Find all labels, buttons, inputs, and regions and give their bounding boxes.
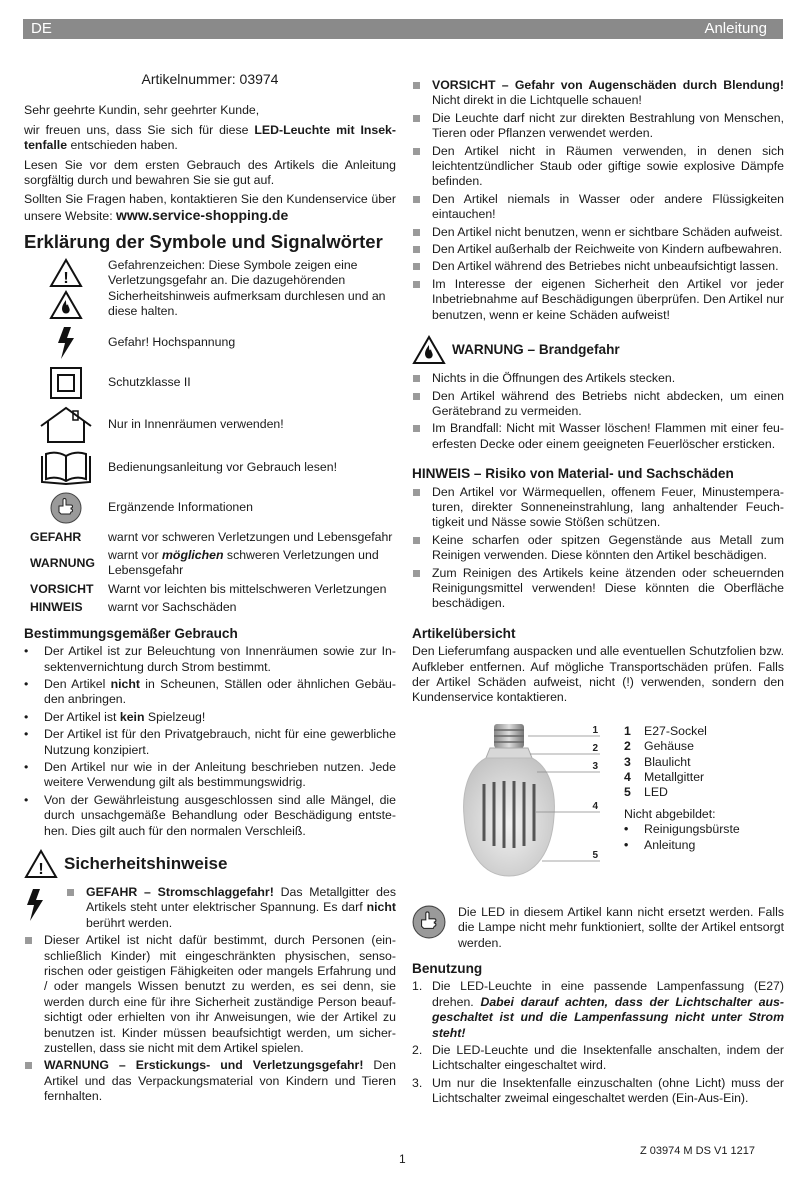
parts-overview [412,716,784,881]
list-item [412,485,784,531]
list-item-text: Zum Reinigen des Artikels keine ätzenden oder scheuernden Reinigungsmittel verwenden! Diese könnten die Oberfläche beschädigen. [432,565,784,611]
list-item-text: berührt werden. [86,915,173,930]
info-hand-icon [50,492,82,524]
list-item: • Reinigungsbürste [624,822,740,837]
symbol-row-manual [24,450,396,486]
symbol-row-info [24,492,396,524]
language-label: DE [31,20,52,37]
list-item-text: Der Artikel ist [44,709,120,724]
overview-text: Den Lieferumfang auspacken und alle eventuellen Schutzfolien bzw. Aufkleber entfernen. Auf mögliche Transportschäden prüfen. Falls der Artikel Schäden aufweist, nicht (!) verwenden, sondern den Kundenservice kontaktieren. [412,644,784,705]
indoor-symbol-text: Nur in Innenräumen verwenden! [108,416,284,431]
danger-symbol-text: Gefahrenzeichen: Diese Symbole zeigen eine Verletzungsgefahr an. Die dazugehörenden Sicherheitshinweis aufmerksam durchlesen und an diese halten. [108,257,386,319]
indoor-house-icon [39,406,93,444]
list-item [412,566,784,612]
safety-heading: Sicherheitshinweise [64,854,228,874]
list-item-bold: nicht [366,900,396,915]
list-item [412,225,784,240]
term-hinweis [24,600,396,615]
fire-warning-icon [49,290,83,320]
note-heading: HINWEIS – Risiko von Material- und Sachschäden [412,466,734,482]
list-item-text: Nichts in die Öffnungen des Artikels stecken. [432,371,676,386]
step-number: 3. [412,1075,423,1090]
list-item-bold: kein [119,709,145,724]
part-name: LED [644,785,668,800]
list-item [624,755,740,770]
warning-triangle-icon [49,258,83,288]
list-item [624,770,740,785]
part-number: 5 [624,785,631,800]
list-item-text: Den Artikel vor Wärmequellen, offenem Feuer, Minustemperaturen, direkter Sonneneinstrahlung, lang anhaltender Feuchtigkeit und Nässe sowie Stößen schützen. [432,484,784,530]
svg-text:!: ! [38,860,44,878]
list-item-text: Die LED-Leuchte in eine passende Lampenfassung (E27) drehen. [432,979,784,1009]
term-gefahr [24,530,396,545]
part-name: E27-Sockel [644,723,707,738]
not-shown-label: Nicht abgebildet: [624,806,716,821]
document-code: Z 03974 M DS V1 1217 [640,1145,755,1157]
part-number: 4 [624,770,631,785]
list-item [412,389,784,420]
fire-heading-row [412,335,784,365]
list-item-text: Keine scharfen oder spitzen Gegenstände aus Metall zum Reinigen verwenden. Diese könnten den Artikel beschädigen. [432,532,784,563]
term-value-c: schweren Verletzungen und Lebensgefahr [108,548,379,578]
list-item-text: in Scheunen, Ställen oder ähnlichen Gebäuden anbringen. [44,676,396,707]
list-item: • Von der Gewährleistung ausgeschlossen sind alle Mängel, die durch unsachgemäße Behandlung oder Beschädigung entstehen. Dies gilt auch für den normalen Verschleiß. [24,792,396,838]
part-number: 3 [624,754,631,769]
usage-heading: Benutzung [412,961,483,977]
info-note-text: Die LED in diesem Artikel kann nicht ersetzt werden. Falls die Lampe nicht mehr funktioniert, sollte der Artikel entsorgt werden. [458,904,784,950]
list-item [624,739,740,754]
list-item [412,533,784,564]
callout-5: 5 [592,849,598,861]
symbol-row-indoor [24,406,396,444]
list-item: • Der Artikel ist kein Spielzeug! [24,709,206,724]
info-note [412,905,784,951]
symbol-row-voltage [24,326,396,360]
caution-list [412,78,784,323]
part-name: Blaulicht [644,754,691,769]
list-item-text: Nicht direkt in die Lichtquelle schauen! [432,93,642,108]
website-link[interactable]: www.service-shopping.de [116,206,289,223]
term-value: Warnt vor leichten bis mittelschweren Verletzungen [108,581,387,596]
manual-symbol-text: Bedienungsanleitung vor Gebrauch lesen! [108,459,338,474]
intended-use-list [24,644,396,839]
fire-heading: WARNUNG – Brandgefahr [452,342,620,358]
right-column [412,78,784,1109]
contact-text: Sollten Sie Fragen haben, kontaktieren Sie den Kundenservice über unsere Website: [24,192,396,223]
warning-triangle-icon [24,849,58,879]
list-item: • Den Artikel nicht in Scheunen, Ställen oder ähnlichen Gebäuden anbringen. [24,676,396,707]
list-item-text: Den Artikel während des Betriebs nicht abdecken, um einen Gerätebrand zu vermeiden. [432,388,784,418]
product-name: LED-Leuchte mit Insektenfalle [24,122,397,153]
article-number: Artikelnummer: 03974 [141,71,279,87]
voltage-symbol-text: Gefahr! Hochspannung [108,334,236,349]
list-item [412,192,784,223]
list-item-text: Von der Gewährleistung ausgeschlossen sind alle Mängel, die durch unsachgemäße Behandlung oder Beschädigung entstehen. Dies gilt auch für den normalen Verschleiß. [44,792,396,838]
list-item [412,371,784,386]
fire-warning-icon [412,335,446,365]
list-item-text: Das Metallgitter des Artikels steht unter elektrischer Spannung. Es darf [86,884,396,915]
list-item [24,1058,396,1104]
list-item-text: Den Artikel außerhalb der Reichweite von Kindern aufbewahren. [432,242,782,257]
list-item: • Den Artikel nur wie in der Anleitung beschrieben nutzen. Jede weitere Verwendung gilt als bestimmungswidrig. [24,759,396,790]
part-name: Gehäuse [644,739,694,754]
list-item-bold: nicht [110,676,140,691]
safety-heading-row [24,849,396,879]
page-number: 1 [399,1152,406,1166]
svg-text:!: ! [63,269,69,287]
part-number: 1 [624,723,631,738]
list-item-text: Den Artikel nicht in Räumen verwenden, in denen sich leichtentzündlicher Staub oder giftige sowie explosive Dämpfe befinden. [432,143,784,189]
list-item [412,421,784,452]
protection-class-2-icon [49,366,83,400]
overview-heading: Artikelübersicht [412,625,516,641]
list-item-text: Um nur die Insektenfalle einzuschalten (ohne Licht) muss der Lichtschalter zweimal eingeschaltet werden (Ein-Aus-Ein). [432,1075,784,1106]
term-value: warnt vor Sachschäden [108,600,237,615]
list-item-text: Dieser Artikel ist nicht dafür bestimmt, durch Personen (einschließlich Kinder) mit eingeschränkten physischen, sensorischen oder geistigen Fähigkeiten oder mangels Erfahrung und / oder mangels Wissen benutzt zu werden, es sei denn, sie werden durch eine für ihre Sicherheit zuständige Person beaufsichtigt oder erhielten von ihr Anweisungen, wie der Artikel zu benutzen ist. Kinder müssen beaufsichtigt werden, um sicherzustellen, dass sie nicht mit dem Artikel spielen. [44,933,396,1056]
greeting: Sehr geehrte Kundin, sehr geehrter Kunde, [24,103,260,118]
list-item-text: Den Artikel während des Betriebes nicht unbeaufsichtigt lassen. [432,259,779,274]
list-item-text: Den Artikel nur wie in der Anleitung beschrieben nutzen. Jede weitere Verwendung gilt als bestimmungswidrig. [44,759,396,790]
intro-paragraph [24,123,396,154]
list-item-text: Im Brandfall: Nicht mit Wasser löschen! Flammen mit einer feuerfesten Decke oder einem geeigneten Feuerlöscher ersticken. [432,421,784,451]
bulb-illustration [412,716,612,881]
list-item [412,144,784,190]
list-item: • Der Artikel ist zur Beleuchtung von Innenräumen sowie zur Insektenvernichtung durch Strom bestimmt. [24,644,396,674]
list-item [412,1076,784,1107]
list-item [24,933,396,1056]
list-item-text: Der Artikel ist zur Beleuchtung von Innenräumen sowie zur Insektenvernichtung durch Strom bestimmt. [44,644,396,674]
list-item: • Der Artikel ist für den Privatgebrauch, nicht für eine gewerbliche Nutzung konzipiert. [24,727,396,757]
callout-4: 4 [592,800,598,812]
callout-1: 1 [592,724,598,736]
term-value-emphasis: möglichen [162,548,224,563]
list-item-text: Im Interesse der eigenen Sicherheit den Artikel vor jeder Inbetriebnahme auf Beschädigungen überprüfen. Den Artikel nur benutzen, wenn er keine Schäden aufweist! [432,276,784,322]
part-name: Metallgitter [644,770,705,785]
list-item-text: Den Artikel nicht benutzen, wenn er sichtbare Schäden aufweist. [432,224,783,239]
list-item [624,724,740,739]
list-item [412,242,784,257]
list-item-bold: VORSICHT – Gefahr von Augenschäden durch Blendung! [432,78,784,92]
list-item [412,78,784,109]
led-bulb-image [412,716,612,881]
step-number: 1. [412,979,423,994]
term-warnung [24,548,396,579]
callout-3: 3 [592,760,598,772]
list-item-text: Spielzeug! [144,709,206,724]
safety-list [24,933,396,1104]
list-item [412,277,784,323]
term-key: GEFAHR [30,529,82,544]
term-vorsicht [24,582,396,597]
shock-warning-block [24,885,396,933]
list-item-text: Den Artikel und das Verpackungsmaterial von Kindern und Tieren fernhalten. [44,1058,396,1104]
class2-symbol-text: Schutzklasse II [108,374,191,389]
term-key: VORSICHT [30,581,94,596]
intro-text: wir freuen uns, dass Sie sich für diese [24,122,255,137]
symbols-heading: Erklärung der Symbole und Signalwörter [24,231,383,253]
symbol-row-danger [24,258,396,320]
list-item [624,785,740,800]
header-bar [23,19,783,39]
term-value-a: warnt vor [108,548,162,563]
read-paragraph: Lesen Sie vor dem ersten Gebrauch des Artikels die Anleitung sorgfältig durch und bewahren Sie sie gut auf. [24,157,396,188]
header-title: Anleitung [704,20,767,37]
term-key: HINWEIS [30,600,83,615]
left-column [24,62,396,1107]
high-voltage-icon [55,326,77,360]
intro-text-end: entschieden haben. [67,138,178,153]
list-item-text: Den Artikel niemals in Wasser oder andere Flüssigkeiten eintauchen! [432,191,784,222]
accessory-name: Reinigungsbürste [644,822,740,837]
info-symbol-text: Ergänzende Informationen [108,499,253,514]
info-hand-icon [412,905,446,939]
list-item-bold: GEFAHR – Stromschlaggefahr! [86,884,274,899]
list-item [412,111,784,142]
symbol-row-class2 [24,366,396,400]
list-item-text: Der Artikel ist für den Privatgebrauch, nicht für eine gewerbliche Nutzung konzipiert. [44,727,396,757]
list-item-text: Die Leuchte darf nicht zur direkten Bestrahlung von Menschen, Tieren oder Pflanzen verwendet werden. [432,110,784,141]
fire-list [412,371,784,452]
term-key: WARNUNG [30,555,95,570]
read-manual-icon [39,450,93,486]
callout-2: 2 [592,742,598,754]
list-item: • Anleitung [624,837,696,852]
list-item [412,979,784,1041]
list-item-text: Den Artikel [44,676,111,691]
accessory-name: Anleitung [644,837,696,852]
parts-list [612,716,740,881]
high-voltage-icon [24,887,46,923]
term-value: warnt vor schweren Verletzungen und Lebensgefahr [108,529,393,544]
intended-use-heading: Bestimmungsgemäßer Gebrauch [24,625,238,641]
contact-paragraph [24,192,396,224]
list-item [412,259,784,274]
term-value [108,548,396,579]
list-item-bold: WARNUNG – Erstickungs- und Verletzungsgefahr! [44,1058,364,1073]
list-item-text: Die LED-Leuchte und die Insektenfalle anschalten, indem der Lichtschalter eingeschaltet wird. [432,1043,784,1073]
list-item [412,1043,784,1074]
usage-list [412,979,784,1106]
part-number: 2 [624,739,631,754]
step-number: 2. [412,1043,423,1058]
note-list [412,485,784,612]
list-item [66,885,396,931]
list-item-emphasis: Dabei darauf achten, dass der Lichtschalter ausgeschaltet ist und die Lampenfassung nicht unter Strom steht! [432,994,784,1040]
